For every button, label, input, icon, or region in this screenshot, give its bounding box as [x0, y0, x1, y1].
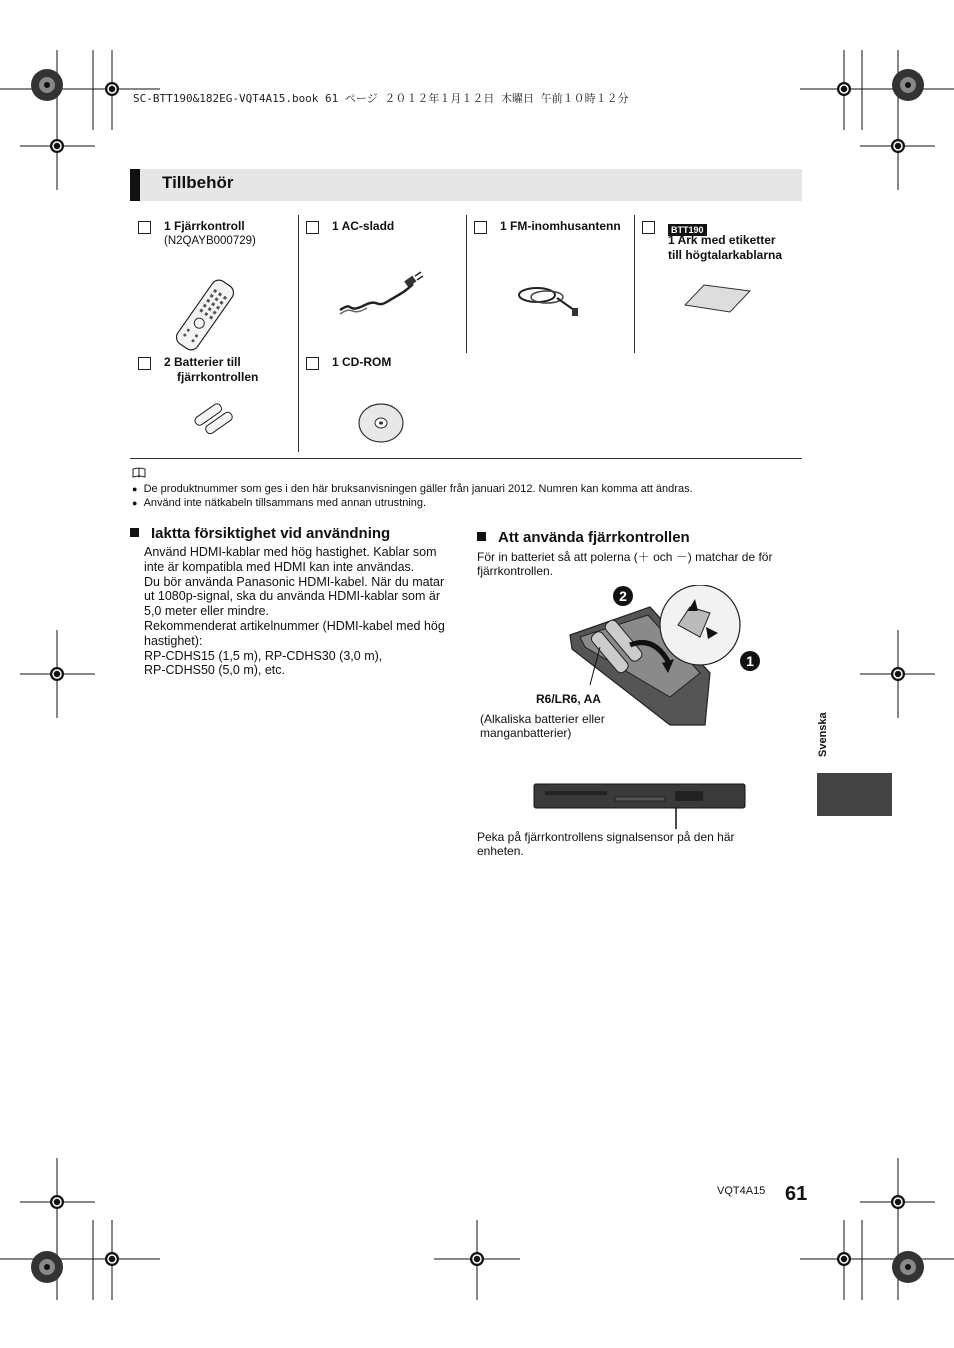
item-batteries-label2: fjärrkontrollen: [177, 370, 259, 384]
hdmi-section-body: Använd HDMI-kablar med hög hastighet. Kablar som inte är kompatibla med HDMI kan inte användas. Du bör använda Panasonic HDMI-kabel. När du matar ut 1080p-signal, ska du använda HDMI-kablar som är 5,0 meter eller mindre. Rekommenderat artikelnummer (HDMI-kabel med hög hastighet): RP-CDHS15 (1,5 m), RP-CDHS30 (3,0 m), RP-CDHS50 (5,0 m), etc.: [144, 545, 445, 678]
remote-section-body: För in batteriet så att polerna (＋ och －) matchar de för fjärrkontrollen.: [477, 550, 773, 578]
step-2-marker: 2: [613, 586, 633, 606]
page-number: 61: [785, 1183, 808, 1205]
language-tab-label: Svenska: [817, 712, 829, 757]
checkbox-ac-cord[interactable]: [306, 221, 319, 234]
section-rule: [130, 458, 802, 459]
remote-section-heading: Att använda fjärrkontrollen: [477, 529, 690, 546]
note-book-icon: [132, 467, 146, 478]
item-remote-sub: (N2QAYB000729): [164, 235, 256, 247]
label-sheet-illustration: [682, 282, 754, 316]
cd-rom-illustration: [357, 402, 407, 444]
item-cd-rom-label: 1 CD-ROM: [332, 355, 392, 369]
btt190-badge: BTT190: [668, 220, 707, 238]
page-title: Tillbehör: [162, 173, 234, 192]
battery-type-label: R6/LR6, AA: [536, 692, 601, 706]
ac-cord-illustration: [335, 270, 425, 320]
checkbox-label-sheet[interactable]: [642, 221, 655, 234]
batteries-illustration: [193, 403, 238, 435]
sensor-note: Peka på fjärrkontrollens signalsensor på den här enheten.: [477, 830, 735, 858]
title-accent: [130, 169, 140, 201]
note-item: ● De produktnummer som ges i den här bruksanvisningen gäller från januari 2012. Numren kan komma att ändras.: [132, 483, 693, 495]
document-code: VQT4A15: [717, 1185, 766, 1197]
checkbox-fm-antenna[interactable]: [474, 221, 487, 234]
grid-divider: [634, 215, 635, 353]
item-remote-label: 1 Fjärrkontroll: [164, 219, 245, 233]
item-label-sheet-label2: till högtalarkablarna: [668, 248, 783, 262]
language-tab: [817, 773, 892, 816]
battery-note: (Alkaliska batterier eller manganbatterier): [480, 712, 605, 740]
grid-divider: [298, 215, 299, 353]
grid-divider: [466, 215, 467, 353]
battery-insertion-illustration: [560, 585, 760, 730]
book-header-line: SC-BTT190&182EG-VQT4A15.book 61 ページ ２０１２年１月１２日 木曜日 午前１０時１２分: [133, 92, 629, 105]
step-1-marker: 1: [740, 651, 760, 671]
remote-illustration: [165, 275, 245, 355]
checkbox-batteries[interactable]: [138, 357, 151, 370]
item-label-sheet-label: 1 Ark med etiketter: [668, 233, 776, 247]
item-ac-cord-label: 1 AC-sladd: [332, 219, 395, 233]
checkbox-cd-rom[interactable]: [306, 357, 319, 370]
item-fm-antenna-label: 1 FM-inomhusantenn: [500, 219, 621, 233]
note-item: ● Använd inte nätkabeln tillsammans med annan utrustning.: [132, 497, 427, 509]
player-illustration: [533, 783, 748, 831]
grid-divider: [298, 352, 299, 452]
checkbox-remote[interactable]: [138, 221, 151, 234]
item-batteries-label: 2 Batterier till: [164, 355, 241, 369]
hdmi-section-heading: Iaktta försiktighet vid användning: [130, 525, 390, 542]
fm-antenna-illustration: [512, 280, 582, 320]
